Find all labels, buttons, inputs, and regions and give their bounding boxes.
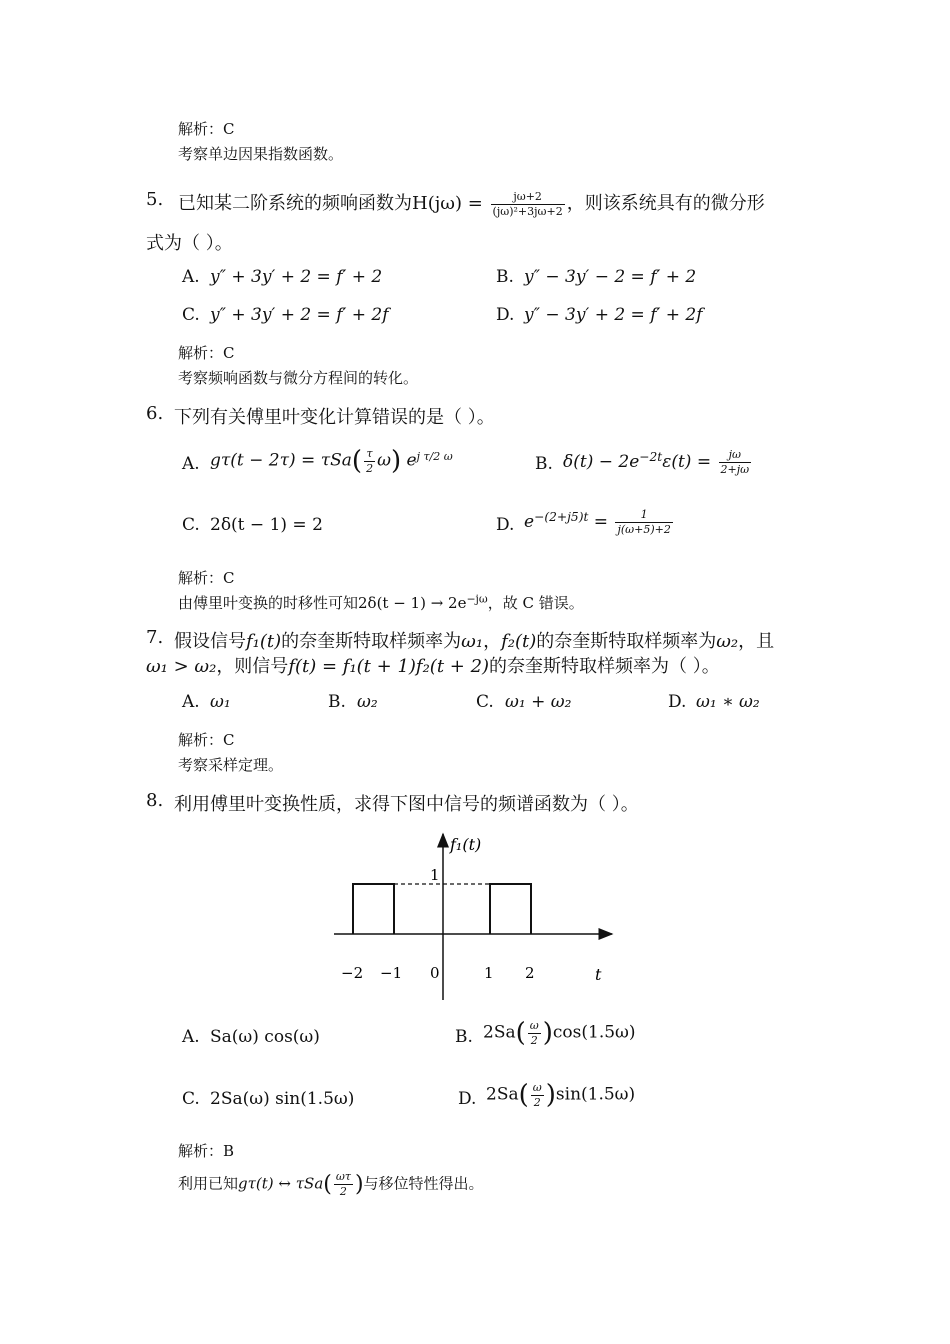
- q8-stem: 利用傅里叶变换性质，求得下图中信号的频谱函数为（ ）。: [174, 794, 639, 815]
- q5-text-c: 式为（ ）。: [146, 233, 233, 254]
- q6-b-num: jω: [719, 448, 752, 463]
- q6-d-den: j(ω+5)+2: [617, 523, 671, 536]
- q8-d-pre: 2Sa: [486, 1084, 519, 1105]
- tick-label-1: 1: [484, 964, 494, 982]
- q8-b-post: cos(1.5ω): [552, 1022, 636, 1043]
- signal-figure: [320, 828, 620, 1003]
- pulse-left: [353, 884, 394, 934]
- q8-analysis-text: 利用已知gτ(t) ↔ τSa( $\frac{\omega\tau}{2}$ )与移位特性得出。: [178, 1170, 484, 1198]
- q7-line2-c: f(t) = f₁(t + 1)f₂(t + 2): [288, 656, 490, 677]
- pulse-right: [490, 884, 531, 934]
- q5-fraction: [491, 190, 565, 219]
- q7-option-b: ω₂: [357, 692, 378, 712]
- q7-option-a-label: A.: [182, 692, 200, 712]
- q7-line2-d: 的奈奎斯特取样频率为（ ）。: [489, 656, 720, 677]
- q8-option-a-label: A.: [182, 1027, 200, 1047]
- q6-option-b: [563, 448, 753, 477]
- q6-b-lhs: δ(t) − 2e: [563, 452, 640, 472]
- q8-option-b: 2Sa( $\frac{\omega}{2}$ )cos(1.5ω): [483, 1018, 636, 1048]
- q6-option-b-label: B.: [535, 454, 553, 474]
- q7-line1-d: 的奈奎斯特取样频率为: [536, 631, 717, 652]
- q6-a-exp-sup: j τ/2 ω: [416, 450, 453, 463]
- q7-w2: ω₂: [716, 631, 739, 652]
- q5-text-a: 已知某二阶系统的频响函数为: [178, 193, 412, 214]
- q8-option-d: 2Sa( $\frac{\omega}{2}$ )sin(1.5ω): [486, 1080, 636, 1110]
- q6-analysis-text: [178, 592, 584, 613]
- q5-analysis-label: 解析：C: [178, 344, 235, 362]
- q7-f1: f₁(t): [246, 631, 282, 652]
- q7-line1-e: ，且: [738, 631, 775, 652]
- q6-d-lhs: e: [524, 512, 535, 532]
- q6-analysis-b: ，故 C 错误。: [487, 594, 584, 612]
- q6-a-frac: [364, 447, 375, 476]
- tick-label-neg2: −2: [341, 964, 364, 982]
- q5-option-a: y″ + 3y′ + 2 = f′ + 2: [210, 267, 383, 287]
- q6-b-sup: −2t: [639, 449, 663, 464]
- q7-line1-c: ，: [483, 631, 502, 652]
- q6-d-eq: =: [593, 512, 609, 532]
- q6-a-omega: ω: [377, 450, 391, 471]
- tick-label-neg1: −1: [380, 964, 403, 982]
- q6-a-num: τ: [364, 447, 375, 462]
- q5-option-d: y″ − 3y′ + 2 = f′ + 2f: [524, 305, 703, 325]
- q8-option-c: 2Sa(ω) sin(1.5ω): [210, 1089, 355, 1109]
- q4-analysis-text: 考察单边因果指数函数。: [178, 145, 344, 163]
- y-axis-label: f₁(t): [450, 835, 482, 854]
- q6-b-frac: [719, 448, 752, 477]
- q7-line2: [146, 652, 720, 678]
- q8-option-b-label: B.: [455, 1027, 473, 1047]
- q5-num: jω+2: [491, 190, 565, 205]
- q7-option-c: ω₁ + ω₂: [505, 692, 572, 712]
- q5-option-c: y″ + 3y′ + 2 = f′ + 2f: [210, 305, 389, 325]
- q8-d-post: sin(1.5ω): [555, 1084, 636, 1105]
- q6-option-d: [524, 508, 675, 537]
- q6-analysis-label: 解析：C: [178, 569, 235, 587]
- q8-analysis-frac: [334, 1170, 353, 1199]
- q6-option-a-label: A.: [182, 454, 200, 474]
- q6-analysis-sup: −jω: [466, 592, 488, 606]
- q7-line2-b: ，则信号: [216, 656, 289, 677]
- q7-analysis-text: 考察采样定理。: [178, 756, 284, 774]
- q7-option-c-label: C.: [476, 692, 494, 712]
- q5-analysis-text: 考察频响函数与微分方程间的转化。: [178, 369, 419, 387]
- q8-b-num: ω: [529, 1018, 539, 1032]
- q8-d-num: ω: [532, 1080, 542, 1094]
- q7-w1: ω₁: [461, 631, 484, 652]
- q8-analysis-den: 2: [339, 1185, 347, 1198]
- tick-label-2: 2: [525, 964, 535, 982]
- q6-number: 6.: [146, 403, 164, 424]
- q6-option-c-label: C.: [182, 515, 200, 535]
- q5-stem: [178, 189, 765, 219]
- q8-option-d-label: D.: [458, 1089, 477, 1109]
- q5-den: (jω)²+3jω+2: [492, 204, 563, 218]
- q8-d-den: 2: [533, 1095, 541, 1109]
- q8-b-pre: 2Sa: [483, 1022, 516, 1043]
- q7-analysis-label: 解析：C: [178, 731, 235, 749]
- q6-d-num: 1: [615, 508, 672, 523]
- q5-option-a-label: A.: [182, 267, 200, 287]
- q5-option-d-label: D.: [496, 305, 515, 325]
- q5-option-b-label: B.: [496, 267, 514, 287]
- level-label: 1: [430, 866, 440, 884]
- q7-option-b-label: B.: [328, 692, 346, 712]
- q8-number: 8.: [146, 790, 164, 811]
- q8-b-den: 2: [530, 1033, 538, 1047]
- q6-option-c: 2δ(t − 1) = 2: [210, 515, 323, 535]
- q8-option-c-label: C.: [182, 1089, 200, 1109]
- q6-a-lhs: gτ(t − 2τ) = τSa: [210, 450, 352, 471]
- q6-option-d-label: D.: [496, 515, 515, 535]
- x-axis-label: t: [595, 965, 602, 984]
- q8-analysis-num: ωτ: [335, 1170, 351, 1183]
- q5-text-b: ，则该系统具有的微分形: [566, 193, 765, 214]
- q8-analysis-a: 利用已知: [178, 1174, 239, 1193]
- q8-option-a: Sa(ω) cos(ω): [210, 1027, 320, 1047]
- q5-option-b: y″ − 3y′ − 2 = f′ + 2: [524, 267, 697, 287]
- q5-option-c-label: C.: [182, 305, 200, 325]
- q6-a-den: 2: [366, 461, 374, 475]
- q7-option-d-label: D.: [668, 692, 687, 712]
- q6-d-sup: −(2+j5)t: [534, 509, 589, 524]
- q7-number: 7.: [146, 627, 164, 648]
- q6-d-frac: [615, 508, 672, 537]
- q6-b-mid: ε(t) =: [662, 452, 712, 472]
- q7-line1-b: 的奈奎斯特取样频率为: [281, 631, 462, 652]
- q8-analysis-b: 与移位特性得出。: [363, 1174, 484, 1193]
- q4-analysis-label: 解析：C: [178, 120, 235, 138]
- q8-analysis-label: 解析：B: [178, 1142, 235, 1160]
- q6-option-a: gτ(t − 2τ) = τSa( $\frac{\tau}{2}$ ω) $e^{j \tau/2 \omega}$: [210, 446, 453, 476]
- q7-line2-a: ω₁ > ω₂: [146, 656, 217, 677]
- q7-option-d: ω₁ ∗ ω₂: [696, 692, 760, 712]
- q8-b-frac: [528, 1019, 541, 1048]
- q7-line1-a: 假设信号: [174, 631, 246, 652]
- q6-stem: 下列有关傅里叶变化计算错误的是（ ）。: [174, 407, 495, 428]
- q6-a-exp: e: [406, 450, 417, 471]
- q8-analysis-g: gτ(t) ↔ τSa: [238, 1174, 324, 1193]
- q6-b-den: 2+jω: [720, 463, 750, 476]
- q7-f2: f₂(t): [501, 631, 537, 652]
- q5-number: 5.: [146, 189, 164, 210]
- q7-option-a: ω₁: [210, 692, 231, 712]
- q8-d-frac: [531, 1081, 544, 1110]
- q7-line1: [174, 627, 774, 653]
- tick-label-0: 0: [430, 964, 440, 982]
- q6-analysis-a: 由傅里叶变换的时移性可知2δ(t − 1) → 2e: [178, 594, 467, 612]
- q5-h: H(jω) =: [412, 193, 483, 214]
